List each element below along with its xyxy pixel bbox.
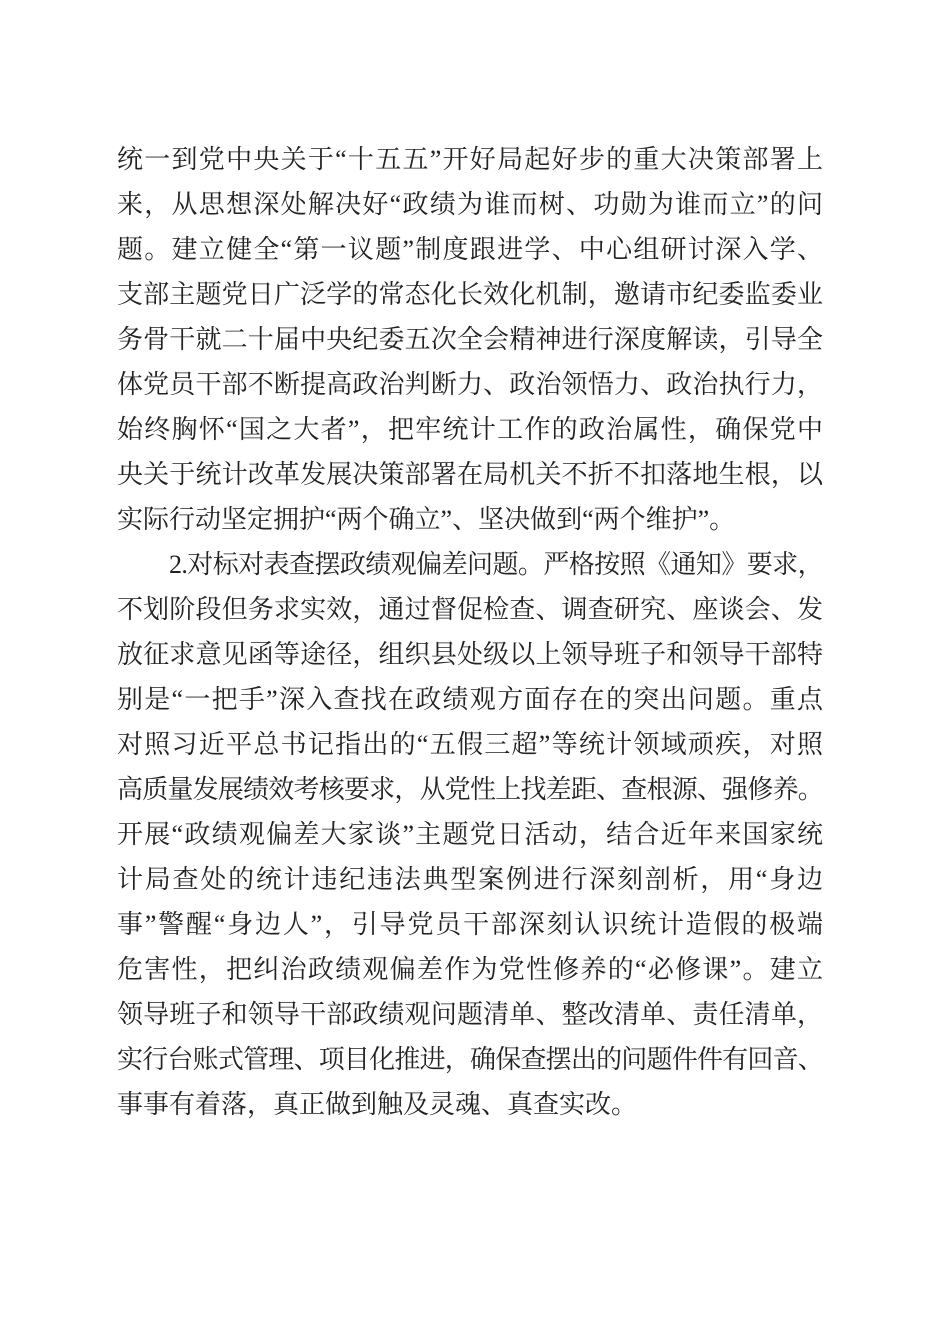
text-line: 危害性，把纠治政绩观偏差作为党性修养的“必修课”。建立	[117, 955, 823, 984]
text-line: 计局查处的统计违纪违法典型案例进行深刻剖析，用“身边	[117, 865, 823, 894]
text-line: 对照习近平总书记指出的“五假三超”等统计领域顽疾，对照	[117, 730, 823, 759]
text-line: 务骨干就二十届中央纪委五次全会精神进行深度解读，引导全	[117, 325, 823, 354]
text-line: 2.对标对表查摆政绩观偏差问题。严格按照《通知》要求，	[169, 550, 823, 579]
text-line: 别是“一把手”深入查找在政绩观方面存在的突出问题。重点	[117, 685, 823, 714]
text-line: 支部主题党日广泛学的常态化长效化机制，邀请市纪委监委业	[117, 280, 823, 309]
text-line: 高质量发展绩效考核要求，从党性上找差距、查根源、强修养。	[117, 775, 823, 804]
text-line: 题。建立健全“第一议题”制度跟进学、中心组研讨深入学、	[117, 235, 823, 264]
document-body	[117, 137, 823, 1127]
text-line: 开展“政绩观偏差大家谈”主题党日活动，结合近年来国家统	[117, 820, 823, 849]
text-line: 不划阶段但务求实效，通过督促检查、调查研究、座谈会、发	[117, 595, 823, 624]
text-line: 事事有着落，真正做到触及灵魂、真查实改。	[117, 1090, 638, 1119]
text-line: 放征求意见函等途径，组织县处级以上领导班子和领导干部特	[117, 640, 823, 669]
text-line: 实行台账式管理、项目化推进，确保查摆出的问题件件有回音、	[117, 1045, 823, 1074]
paragraph	[117, 137, 823, 542]
text-line: 来，从思想深处解决好“政绩为谁而树、功勋为谁而立”的问	[117, 190, 823, 219]
text-line: 央关于统计改革发展决策部署在局机关不折不扣落地生根，以	[117, 460, 823, 489]
text-line: 统一到党中央关于“十五五”开好局起好步的重大决策部署上	[117, 145, 823, 174]
text-line: 实际行动坚定拥护“两个确立”、坚决做到“两个维护”。	[117, 505, 736, 534]
text-line: 事”警醒“身边人”，引导党员干部深刻认识统计造假的极端	[117, 910, 823, 939]
text-line: 领导班子和领导干部政绩观问题清单、整改清单、责任清单，	[117, 1000, 823, 1029]
paragraph	[117, 542, 823, 1127]
text-line: 体党员干部不断提高政治判断力、政治领悟力、政治执行力，	[117, 370, 823, 399]
text-line: 始终胸怀“国之大者”，把牢统计工作的政治属性，确保党中	[117, 415, 823, 444]
